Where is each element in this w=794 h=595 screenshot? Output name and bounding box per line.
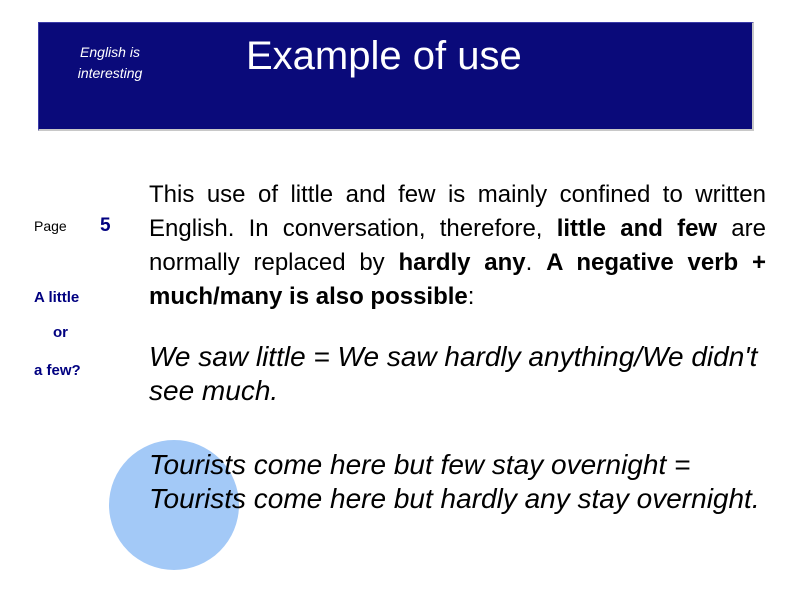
tagline: English is interesting	[77, 44, 143, 81]
intro-bold-hardly-any: hardly any	[398, 249, 526, 276]
slide-title: Example of use	[246, 34, 522, 78]
page-label: Page	[34, 218, 67, 234]
intro-text-4: :	[467, 283, 475, 310]
intro-text-2: are normally replaced by	[149, 215, 766, 276]
topic-line-or: or	[53, 324, 68, 341]
example-sentence-1: We saw little = We saw hardly anything/We didn't see much.	[149, 341, 758, 406]
topic-line-a-few: a few?	[34, 362, 81, 379]
intro-text-1: This use of little and few is mainly confined to written English. In conversation, therefore,	[149, 181, 766, 242]
topic-line-a-little: A little	[34, 289, 80, 306]
intro-bold-little-few: little and few	[556, 215, 718, 242]
example-sentence-2: Tourists come here but few stay overnight = Tourists come here but hardly any stay overnight.	[149, 449, 760, 514]
intro-text-3: .	[525, 249, 547, 276]
page-number: 5	[100, 215, 111, 236]
intro-paragraph	[149, 178, 766, 314]
intro-bold-negative-verb: A negative verb + much/many is also possible	[149, 249, 766, 310]
